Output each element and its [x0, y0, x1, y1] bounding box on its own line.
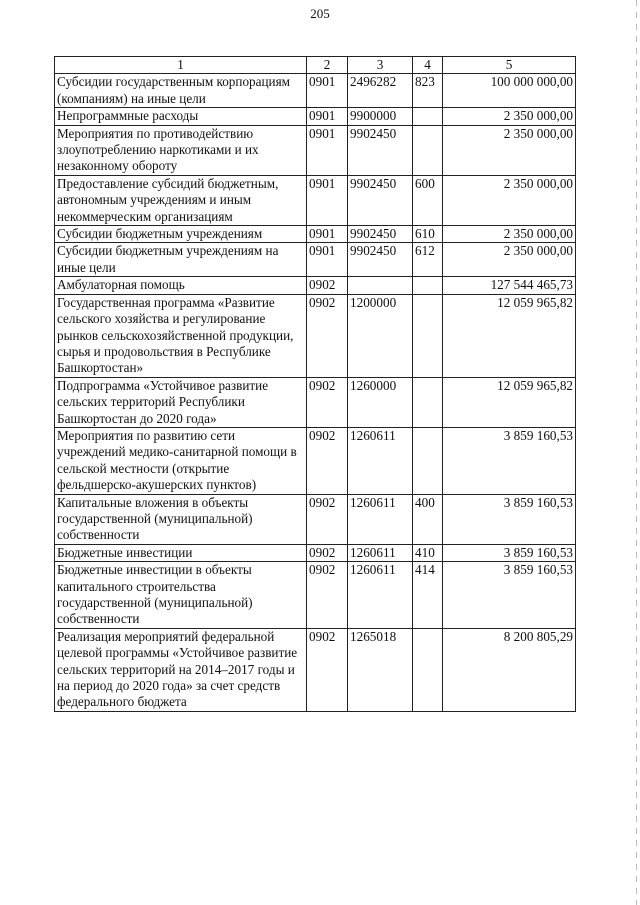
cell-sum: 2 350 000,00: [443, 175, 576, 225]
table-row: [55, 175, 576, 225]
cell-section: 0902: [307, 294, 348, 377]
page-number: 205: [310, 6, 330, 21]
table-row: [55, 74, 576, 108]
table-row: [55, 243, 576, 277]
cell-section: 0901: [307, 226, 348, 243]
table-row: [55, 427, 576, 494]
cell-section: 0902: [307, 544, 348, 561]
col-header-name: 1: [55, 57, 307, 74]
cell-csr: 1260611: [348, 494, 413, 544]
col-header-csr: 3: [348, 57, 413, 74]
cell-section: 0902: [307, 277, 348, 294]
cell-name: Субсидии бюджетным учреждениям на иные цели: [55, 243, 307, 277]
table-row: [55, 108, 576, 125]
table-row: [55, 494, 576, 544]
cell-csr: 9900000: [348, 108, 413, 125]
cell-csr: 1260611: [348, 427, 413, 494]
cell-name: Реализация мероприятий федеральной целевой программы «Устойчивое развитие сельских территорий на 2014–2017 годы и на период до 2020 года» за счет средств федерального бюджета: [55, 628, 307, 711]
cell-sum: 2 350 000,00: [443, 125, 576, 175]
cell-name: Бюджетные инвестиции в объекты капитального строительства государственной (муниципальной) собственности: [55, 562, 307, 629]
cell-section: 0901: [307, 243, 348, 277]
cell-sum: 3 859 160,53: [443, 494, 576, 544]
cell-section: 0902: [307, 628, 348, 711]
cell-vr: 410: [413, 544, 443, 561]
cell-csr: [348, 277, 413, 294]
cell-name: Субсидии государственным корпорациям (компаниям) на иные цели: [55, 74, 307, 108]
cell-name: Капитальные вложения в объекты государственной (муниципальной) собственности: [55, 494, 307, 544]
cell-sum: 12 059 965,82: [443, 294, 576, 377]
cell-csr: 9902450: [348, 243, 413, 277]
cell-csr: 9902450: [348, 175, 413, 225]
cell-sum: 2 350 000,00: [443, 108, 576, 125]
cell-vr: 610: [413, 226, 443, 243]
col-header-vr: 4: [413, 57, 443, 74]
table-row: [55, 125, 576, 175]
cell-section: 0901: [307, 175, 348, 225]
table-row: [55, 628, 576, 711]
cell-section: 0901: [307, 108, 348, 125]
cell-vr: 612: [413, 243, 443, 277]
cell-section: 0902: [307, 494, 348, 544]
cell-name: Государственная программа «Развитие сельского хозяйства и регулирование рынков сельскохозяйственной продукции, сырья и продовольствия в Республике Башкортостан»: [55, 294, 307, 377]
cell-name: Мероприятия по развитию сети учреждений медико-санитарной помощи в сельской местности (открытие фельдшерско-акушерских пунктов): [55, 427, 307, 494]
cell-sum: 12 059 965,82: [443, 377, 576, 427]
cell-name: Бюджетные инвестиции: [55, 544, 307, 561]
cell-csr: 1260000: [348, 377, 413, 427]
cell-sum: 127 544 465,73: [443, 277, 576, 294]
cell-sum: 2 350 000,00: [443, 226, 576, 243]
cell-vr: [413, 377, 443, 427]
cell-csr: 1260611: [348, 562, 413, 629]
cell-vr: 414: [413, 562, 443, 629]
cell-name: Субсидии бюджетным учреждениям: [55, 226, 307, 243]
cell-vr: 823: [413, 74, 443, 108]
cell-vr: [413, 628, 443, 711]
cell-vr: 400: [413, 494, 443, 544]
table-row: [55, 377, 576, 427]
table-row: [55, 562, 576, 629]
budget-table: [54, 56, 576, 712]
cell-vr: 600: [413, 175, 443, 225]
cell-name: Подпрограмма «Устойчивое развитие сельских территорий Республики Башкортостан до 2020 года»: [55, 377, 307, 427]
cell-name: Непрограммные расходы: [55, 108, 307, 125]
cell-name: Мероприятия по противодействию злоупотреблению наркотиками и их незаконному обороту: [55, 125, 307, 175]
col-header-section: 2: [307, 57, 348, 74]
cell-csr: 1260611: [348, 544, 413, 561]
cell-vr: [413, 277, 443, 294]
cell-csr: 1265018: [348, 628, 413, 711]
cell-sum: 3 859 160,53: [443, 427, 576, 494]
cell-section: 0902: [307, 427, 348, 494]
cell-csr: 1200000: [348, 294, 413, 377]
cell-csr: 9902450: [348, 125, 413, 175]
table-row: [55, 277, 576, 294]
header-row: [55, 57, 576, 74]
table-row: [55, 226, 576, 243]
col-header-sum: 5: [443, 57, 576, 74]
table-row: [55, 544, 576, 561]
cell-csr: 9902450: [348, 226, 413, 243]
cell-sum: 2 350 000,00: [443, 243, 576, 277]
page-edge-shadow: [636, 0, 637, 905]
cell-section: 0902: [307, 377, 348, 427]
cell-csr: 2496282: [348, 74, 413, 108]
cell-section: 0901: [307, 74, 348, 108]
cell-vr: [413, 125, 443, 175]
cell-vr: [413, 108, 443, 125]
cell-section: 0901: [307, 125, 348, 175]
cell-name: Предоставление субсидий бюджетным, автономным учреждениям и иным некоммерческим организациям: [55, 175, 307, 225]
cell-sum: 3 859 160,53: [443, 562, 576, 629]
cell-section: 0902: [307, 562, 348, 629]
cell-vr: [413, 427, 443, 494]
table-row: [55, 294, 576, 377]
cell-sum: 100 000 000,00: [443, 74, 576, 108]
cell-sum: 8 200 805,29: [443, 628, 576, 711]
cell-vr: [413, 294, 443, 377]
cell-sum: 3 859 160,53: [443, 544, 576, 561]
cell-name: Амбулаторная помощь: [55, 277, 307, 294]
